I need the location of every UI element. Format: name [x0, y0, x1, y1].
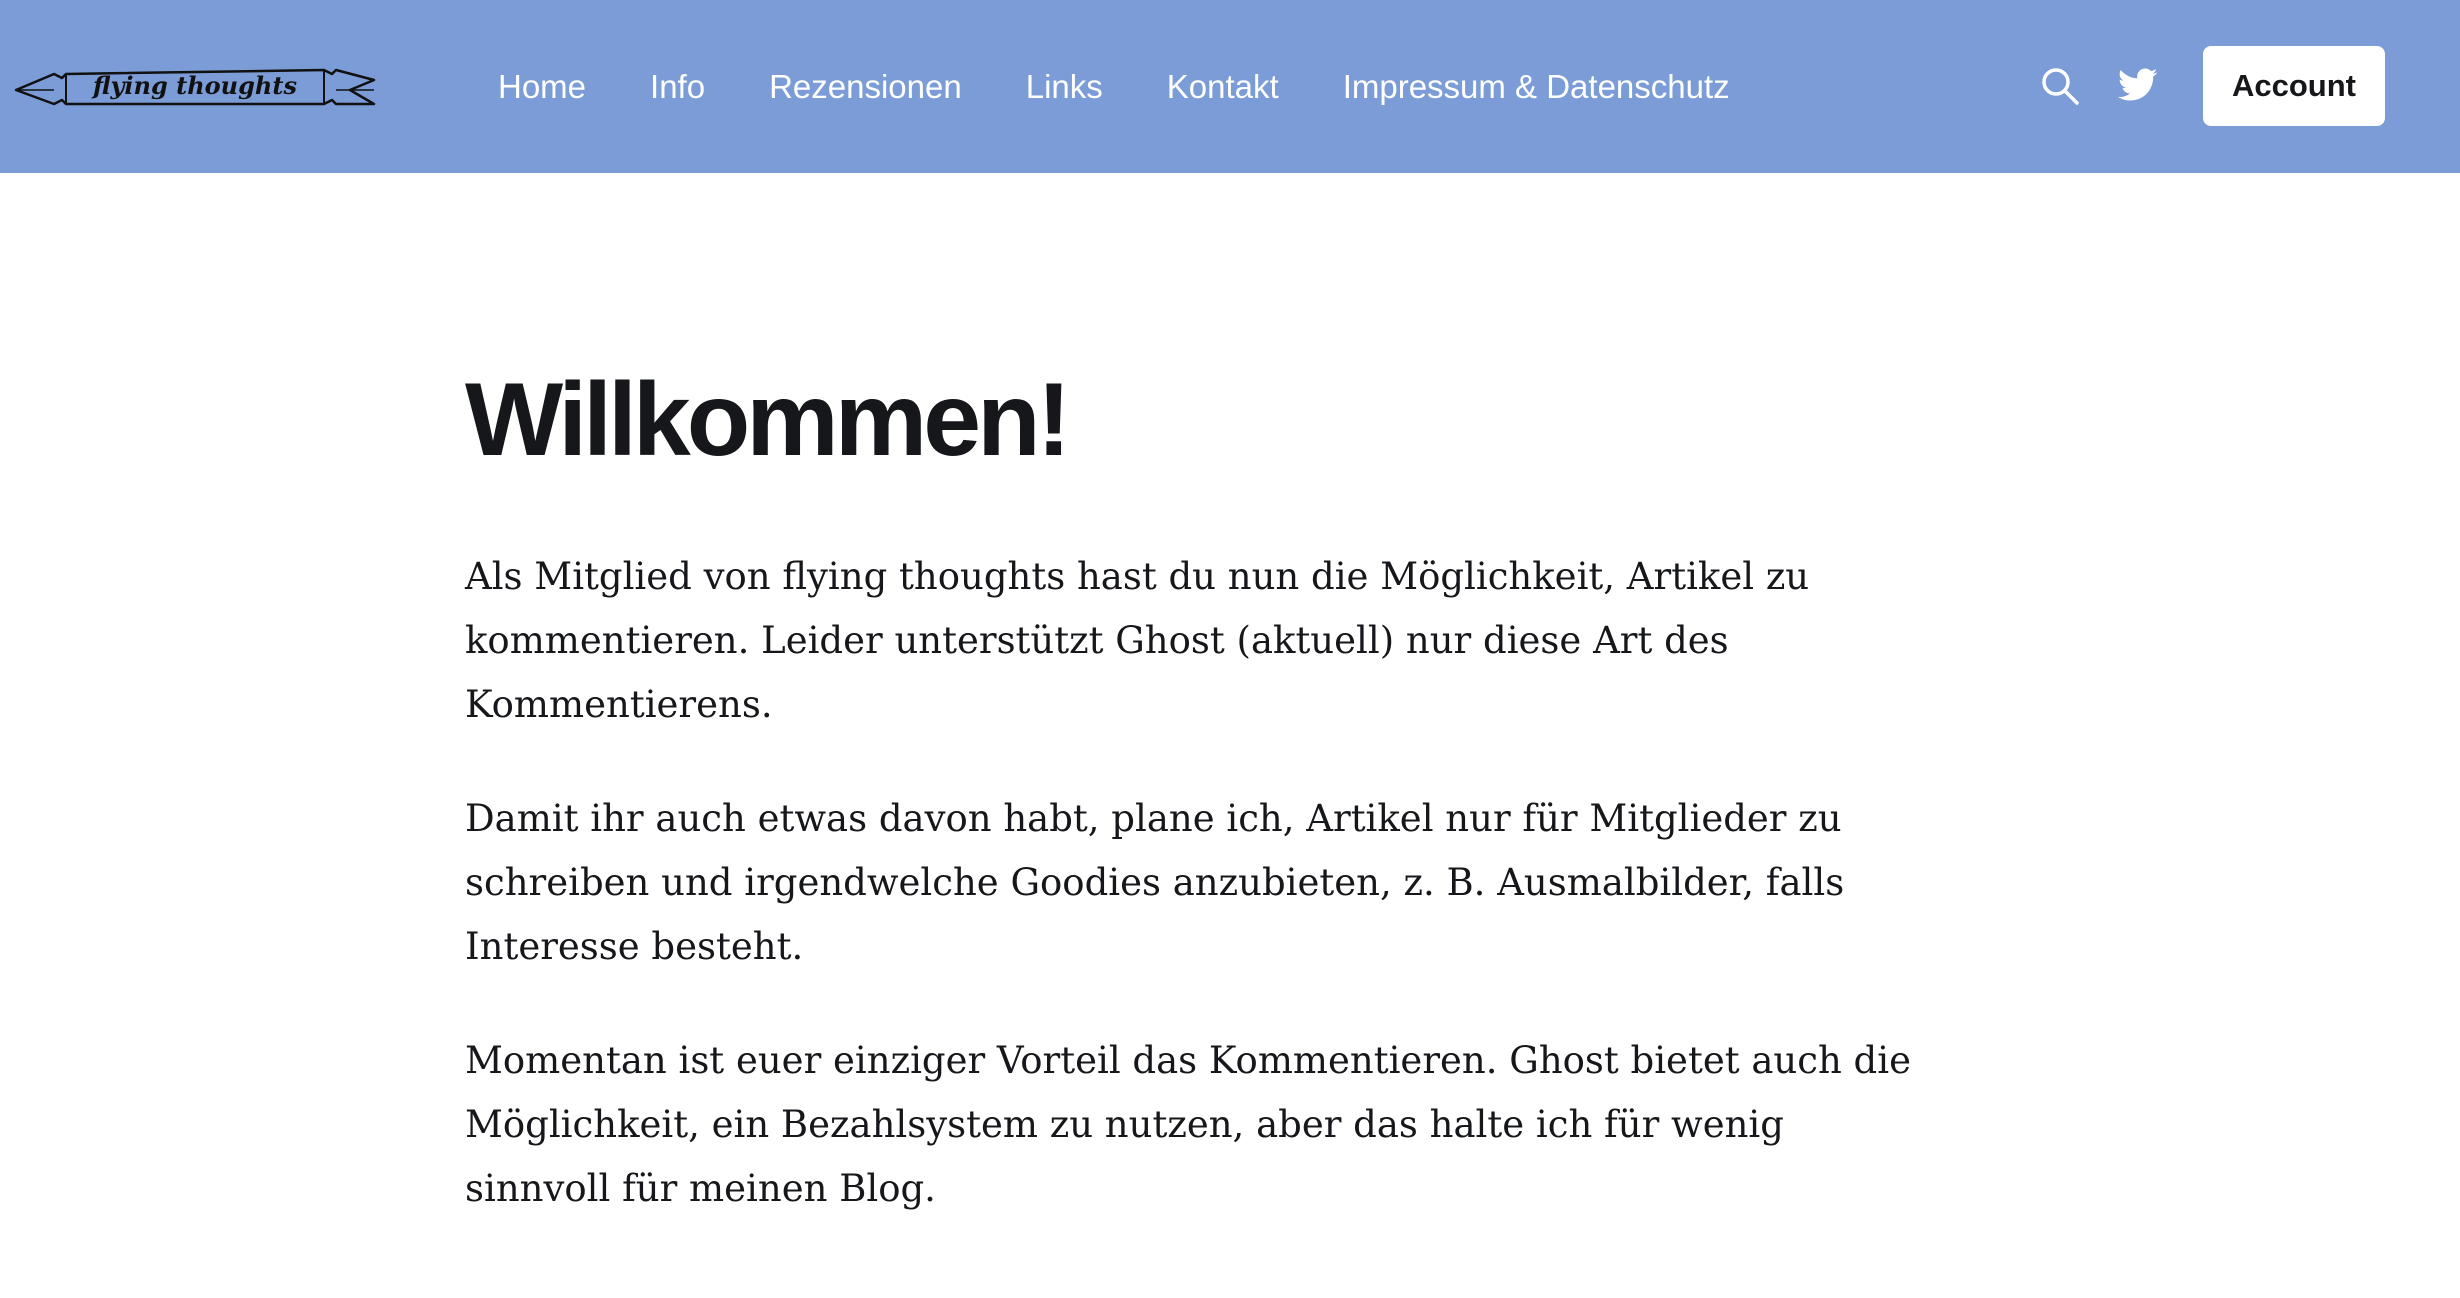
nav-impressum[interactable]: Impressum & Datenschutz	[1342, 67, 1730, 105]
paragraph-1: Als Mitglied von flying thoughts hast du nun die Möglichkeit, Artikel zu kommentieren. Leider unterstützt Ghost (aktuell) nur diese Art des Kommentierens.	[465, 555, 1810, 726]
search-icon	[2040, 66, 2080, 106]
nav-kontakt[interactable]: Kontakt	[1166, 67, 1279, 105]
paragraph-3: Momentan ist euer einziger Vorteil das Kommentieren. Ghost bietet auch die Möglichkeit, ein Bezahlsystem zu nutzen, aber das halte ich für wenig sinnvoll für meinen Blog.	[465, 1039, 1911, 1210]
nav-rezensionen[interactable]: Rezensionen	[769, 67, 962, 105]
paragraph-2: Damit ihr auch etwas davon habt, plane ich, Artikel nur für Mitglieder zu schreiben und irgendwelche Goodies anzubieten, z. B. Ausmalbilder, falls Interesse besteht.	[465, 797, 1845, 968]
page-title: Willkommen!	[465, 362, 1068, 478]
banner-logo-icon	[14, 60, 376, 114]
twitter-button[interactable]	[2118, 68, 2158, 108]
main-content	[465, 355, 1925, 1271]
site-logo[interactable]	[14, 60, 376, 114]
twitter-icon	[2118, 68, 2158, 102]
account-button[interactable]: Account	[2203, 46, 2385, 126]
nav-links[interactable]: Links	[1025, 67, 1103, 105]
search-button[interactable]	[2040, 66, 2080, 106]
logo-text: flying thoughts	[93, 71, 297, 100]
nav-home[interactable]: Home	[498, 67, 587, 105]
main-nav	[498, 0, 1794, 173]
nav-info[interactable]: Info	[650, 67, 706, 105]
site-header	[0, 0, 2460, 173]
